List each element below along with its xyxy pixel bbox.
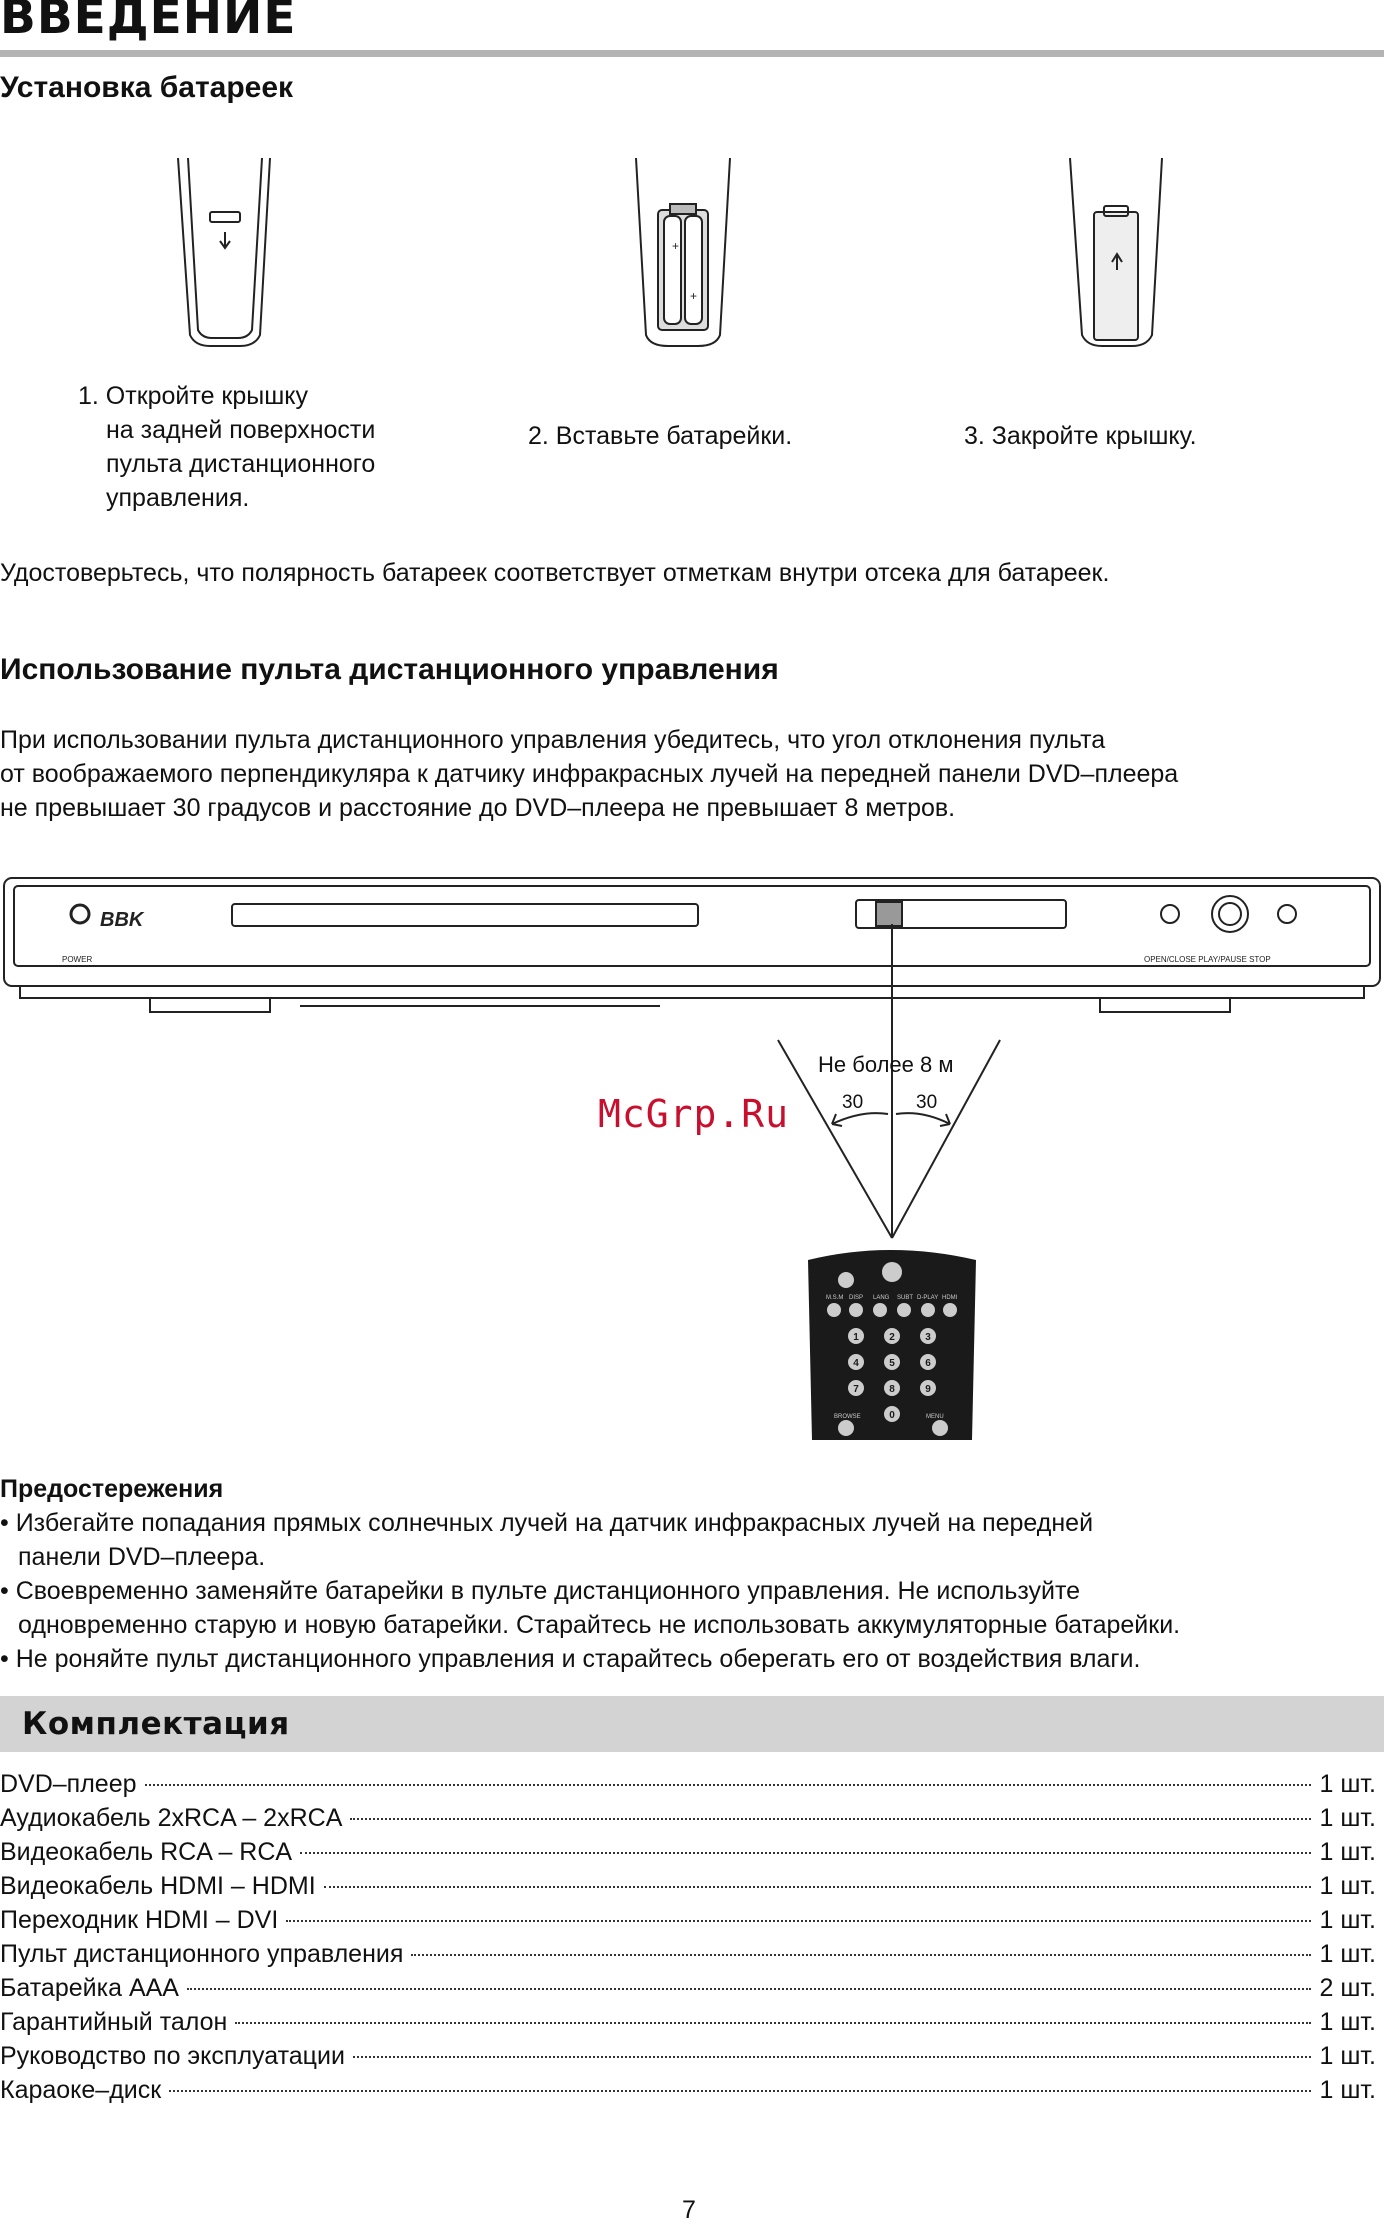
remote-menu-label: MENU	[926, 1414, 944, 1420]
kit-item-name: Гарантийный талон	[0, 2008, 228, 2036]
kit-heading: Комплектация	[22, 1706, 290, 1742]
kit-item-qty: 1 шт.	[1319, 1804, 1376, 1832]
dotted-leader	[235, 2022, 1311, 2024]
remote-digit: 2	[889, 1332, 895, 1343]
angle-right-label: 30	[916, 1092, 938, 1113]
title-rule	[0, 50, 1384, 57]
kit-item-name: Батарейка AAA	[0, 1974, 179, 2002]
remote-browse-label: BROWSE	[834, 1414, 861, 1420]
precaution-item: • Не роняйте пульт дистанционного управления и старайтесь оберегать его от воздействия влаги.	[0, 1645, 1141, 1673]
power-label: POWER	[62, 955, 93, 964]
kit-row	[0, 2076, 1376, 2110]
remote-digit: 0	[889, 1410, 895, 1421]
battery-note: Удостоверьтесь, что полярность батареек соответствует отметкам внутри отсека для батареек.	[0, 559, 1110, 587]
angle-left-label: 30	[842, 1092, 864, 1113]
kit-item-name: Видеокабель HDMI – HDMI	[0, 1872, 316, 1900]
kit-row	[0, 1906, 1376, 1940]
remote-digit: 5	[889, 1358, 895, 1369]
remote-label: DISP	[849, 1295, 864, 1301]
page-title: ВВЕДЕНИЕ	[0, 0, 297, 45]
dotted-leader	[286, 1920, 1311, 1922]
page-number: 7	[682, 2196, 696, 2224]
kit-heading-bar	[0, 1696, 1384, 1752]
kit-list	[0, 1770, 1376, 2110]
kit-row	[0, 1838, 1376, 1872]
svg-text:+: +	[672, 239, 680, 253]
remote-batteries-illustration	[636, 158, 730, 346]
kit-item-qty: 1 шт.	[1319, 1838, 1376, 1866]
remote-digit: 6	[925, 1358, 931, 1369]
battery-step-3: 3. Закройте крышку.	[964, 422, 1197, 450]
remote-digit: 7	[853, 1384, 859, 1395]
remote-digit: 4	[853, 1358, 859, 1369]
dotted-leader	[300, 1852, 1311, 1854]
disc-tray	[232, 904, 698, 926]
brand-logo: BBK	[100, 909, 144, 931]
remote-control-illustration	[808, 1250, 976, 1440]
kit-row	[0, 1940, 1376, 1974]
step-1-line: управления.	[106, 484, 250, 512]
kit-item-qty: 1 шт.	[1319, 1906, 1376, 1934]
kit-row	[0, 2042, 1376, 2076]
remote-digit: 8	[889, 1384, 895, 1395]
remote-cover-close-illustration	[1070, 158, 1162, 346]
kit-item-qty: 1 шт.	[1319, 2076, 1376, 2104]
kit-row	[0, 1872, 1376, 1906]
dotted-leader	[350, 1818, 1311, 1820]
kit-item-name: Видеокабель RCA – RCA	[0, 1838, 293, 1866]
remote-label: D-PLAY	[917, 1295, 939, 1301]
remote-cover-open-illustration	[178, 158, 270, 346]
watermark: McGrp.Ru	[598, 1092, 790, 1136]
dvd-player-body	[4, 878, 1380, 986]
distance-label: Не более 8 м	[818, 1052, 954, 1077]
kit-item-name: Переходник HDMI – DVI	[0, 1906, 279, 1934]
panel-button-labels: OPEN/CLOSE PLAY/PAUSE STOP	[1144, 955, 1271, 964]
remote-label: HDMI	[942, 1295, 958, 1301]
kit-item-qty: 1 шт.	[1319, 2008, 1376, 2036]
dotted-leader	[145, 1784, 1312, 1786]
remote-digit: 3	[925, 1332, 931, 1343]
kit-row	[0, 1974, 1376, 2008]
battery-illustrations	[170, 150, 1210, 350]
kit-row	[0, 1770, 1376, 1804]
dotted-leader	[411, 1954, 1311, 1956]
dotted-leader	[187, 1988, 1312, 1990]
remote-label: SUBT	[897, 1295, 914, 1301]
battery-step-1	[78, 379, 375, 515]
kit-item-name: DVD–плеер	[0, 1770, 137, 1798]
remote-digit: 9	[925, 1384, 931, 1395]
precautions-section	[0, 1472, 1384, 1676]
dotted-leader	[324, 1886, 1312, 1888]
step-1-line: пульта дистанционного	[106, 450, 376, 478]
kit-item-name: Пульт дистанционного управления	[0, 1940, 404, 1968]
kit-item-qty: 1 шт.	[1319, 2042, 1376, 2070]
dotted-leader	[353, 2056, 1312, 2058]
step-1-line: на задней поверхности	[106, 416, 376, 444]
precaution-item: • Своевременно заменяйте батарейки в пульте дистанционного управления. Не используйте одновременно старую и новую батарейки. Старайтесь не использовать аккумуляторные батарейки.	[0, 1577, 1181, 1639]
step-1-line: 1. Откройте крышку	[78, 382, 309, 410]
kit-row	[0, 1804, 1376, 1838]
power-button-icon	[71, 905, 89, 923]
remote-label: LANG	[873, 1295, 890, 1301]
remote-digit: 1	[853, 1332, 859, 1343]
kit-item-name: Аудиокабель 2xRCA – 2xRCA	[0, 1804, 343, 1832]
precautions-heading: Предостережения	[0, 1475, 224, 1503]
precaution-item: • Избегайте попадания прямых солнечных лучей на датчик инфракрасных лучей на передней панели DVD–плеера.	[0, 1509, 1094, 1571]
remote-label: M.S.M	[826, 1295, 844, 1301]
ir-range-diagram	[0, 862, 1384, 1442]
kit-item-name: Руководство по эксплуатации	[0, 2042, 345, 2070]
battery-step-2: 2. Вставьте батарейки.	[528, 422, 793, 450]
kit-item-qty: 2 шт.	[1319, 1974, 1376, 2002]
kit-item-qty: 1 шт.	[1319, 1770, 1376, 1798]
svg-text:+: +	[690, 289, 698, 303]
kit-row	[0, 2008, 1376, 2042]
battery-heading: Установка батареек	[0, 71, 294, 104]
kit-item-qty: 1 шт.	[1319, 1872, 1376, 1900]
kit-item-qty: 1 шт.	[1319, 1940, 1376, 1968]
dotted-leader	[169, 2090, 1311, 2092]
remote-text: При использовании пульта дистанционного управления убедитесь, что угол отклонения пульта от воображаемого перпендикуляра к датчику инфракрасных лучей на передней панели DVD–плеера не превышает 30 градусов и расстояние до DVD–плеера не превышает 8 метров.	[0, 726, 1179, 822]
kit-item-name: Караоке–диск	[0, 2076, 162, 2104]
remote-heading: Использование пульта дистанционного управления	[0, 653, 779, 686]
